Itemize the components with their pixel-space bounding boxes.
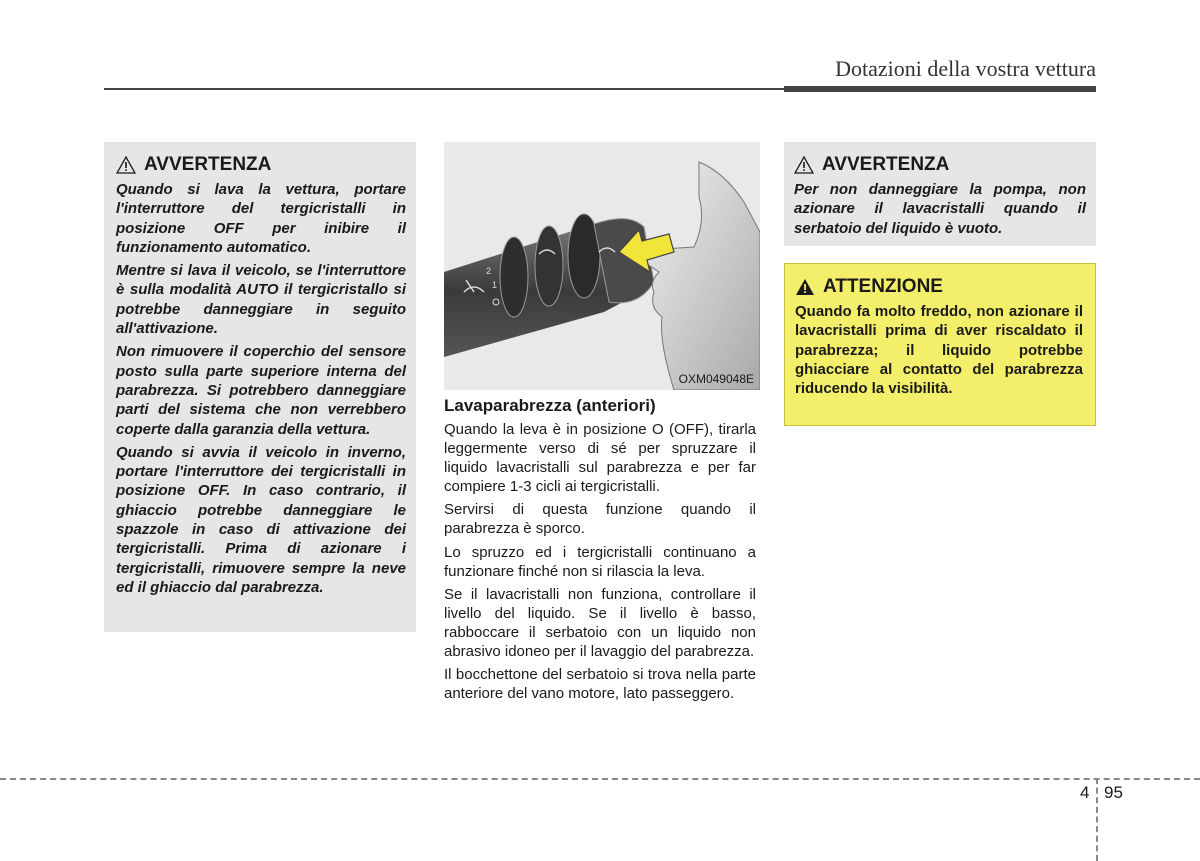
warning-triangle-icon xyxy=(794,156,814,174)
warning-paragraph: Mentre si lava il veicolo, se l'interruttore è sulla modalità AUTO il tergicristallo si potrebbe danneggiare in seguito all'attivazione. xyxy=(116,262,406,338)
figure-code: OXM049048E xyxy=(678,372,754,386)
caution-heading-text: ATTENZIONE xyxy=(823,276,943,297)
header-rule-accent xyxy=(784,86,1096,92)
caution-triangle-icon xyxy=(795,278,815,296)
page-header-title: Dotazioni della vostra vettura xyxy=(835,56,1096,81)
warning-heading-text: AVVERTENZA xyxy=(144,154,272,175)
footer-dashed-divider xyxy=(1096,778,1098,861)
body-paragraph: Se il lavacristalli non funziona, controllare il livello del liquido. Se il livello è basso, rabboccare il serbatoio con un liquido non abrasivo idoneo per il lavaggio del parabrezza. xyxy=(444,585,756,661)
section-title: Lavaparabrezza (anteriori) xyxy=(444,396,656,415)
warning-box-right xyxy=(784,142,1096,246)
body-paragraph: Lo spruzzo ed i tergicristalli continuano a funzionare finché non si rilascia la leva. xyxy=(444,543,756,580)
footer-dashed-rule xyxy=(0,778,1200,780)
warning-paragraph: Per non danneggiare la pompa, non azionare il lavacristalli quando il serbatoio del liquido è vuoto. xyxy=(794,181,1086,237)
lever-mark-2: 2 xyxy=(486,266,492,276)
warning-box-left xyxy=(104,142,416,632)
warning-heading-right xyxy=(794,154,1086,176)
body-paragraph: Quando la leva è in posizione O (OFF), tirarla leggermente verso di sé per spruzzare il liquido lavacristalli sul parabrezza e per far compiere 1-3 cicli ai tergicristalli. xyxy=(444,421,756,496)
caution-heading xyxy=(795,276,1083,298)
lever-mark-1: 1 xyxy=(492,280,498,290)
warning-triangle-icon xyxy=(116,156,136,174)
warning-heading-left xyxy=(116,154,406,176)
warning-paragraph: Quando si avvia il veicolo in inverno, portare l'interruttore dei tergicristalli in posizione OFF. In caso contrario, il ghiaccio potrebbe danneggiare le spazzole in caso di attivazione dei tergicristalli. Prima di azionare i tergicristalli, rimuovere sempre la neve ed il ghiaccio dal parabrezza. xyxy=(116,443,406,596)
caution-box xyxy=(784,263,1096,426)
chapter-number: 4 xyxy=(1080,783,1090,802)
warning-paragraph: Non rimuovere il coperchio del sensore posto sulla parte superiore interna del parabrezza. Si potrebbero danneggiare parti del sistema che non verrebbero coperte dalla garanzia della vettura. xyxy=(116,343,406,438)
caution-paragraph: Quando fa molto freddo, non azionare il lavacristalli prima di aver riscaldato il parabrezza; il liquido potrebbe ghiacciare al contatto del parabrezza riducendo la visibilità. xyxy=(795,303,1083,398)
wiper-lever-figure xyxy=(444,142,760,390)
wiper-lever-illustration xyxy=(444,142,760,390)
warning-paragraph: Quando si lava la vettura, portare l'interruttore del tergicristalli in posizione OFF per inibire il funzionamento automatico. xyxy=(116,181,406,256)
body-paragraph: Servirsi di questa funzione quando il parabrezza è sporco. xyxy=(444,501,756,538)
body-paragraph: Il bocchettone del serbatoio si trova nella parte anteriore del vano motore, lato passeggero. xyxy=(444,666,756,703)
section-body xyxy=(444,420,756,707)
header-rule xyxy=(104,88,784,90)
warning-heading-text: AVVERTENZA xyxy=(822,154,950,175)
page-number: 95 xyxy=(1104,783,1123,802)
